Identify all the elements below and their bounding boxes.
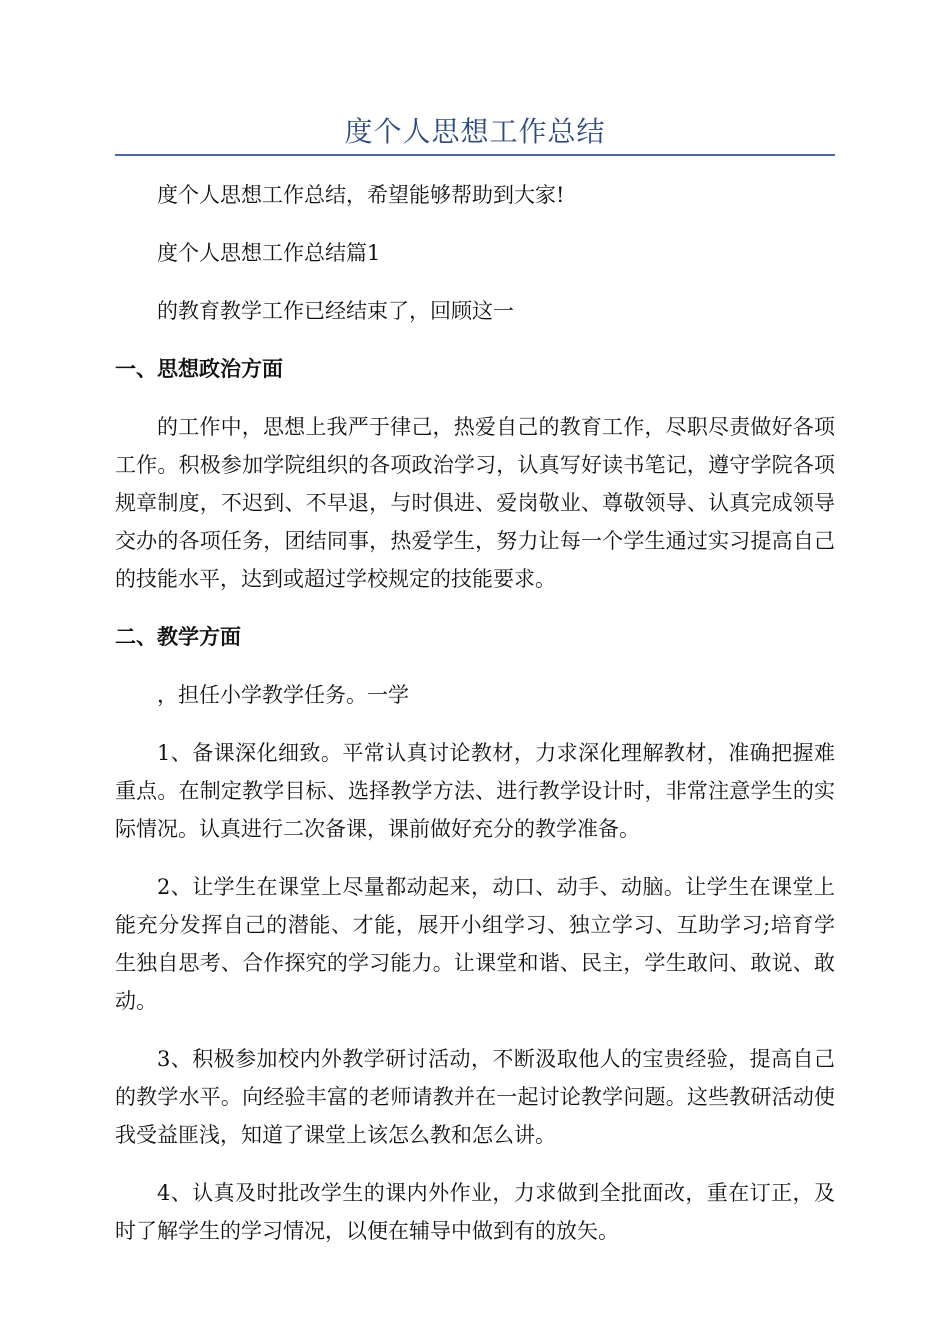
teaching-item-2: 2、让学生在课堂上尽量都动起来，动口、动手、动脑。让学生在课堂上能充分发挥自己的潜能、才能，展开小组学习、独立学习、互助学习;培育学生独自思考、合作探究的学习能力。让课堂和谐、民主，学生敢问、敢说、敢动。 (115, 875, 835, 1013)
title-underline (115, 154, 835, 156)
political-paragraph: 的工作中，思想上我严于律己，热爱自己的教育工作，尽职尽责做好各项工作。积极参加学院组织的各项政治学习，认真写好读书笔记，遵守学院各项规章制度，不迟到、不早退，与时俱进、爱岗敬业、尊敬领导、认真完成领导交办的各项任务，团结同事，热爱学生，努力让每一个学生通过实习提高自己的技能水平，达到或超过学校规定的技能要求。 (115, 415, 835, 591)
teaching-item-3: 3、积极参加校内外教学研讨活动，不断汲取他人的宝贵经验，提高自己的教学水平。向经验丰富的老师请教并在一起讨论教学问题。这些教研活动使我受益匪浅，知道了课堂上该怎么教和怎么讲。 (115, 1047, 835, 1147)
opening-paragraph: 的教育教学工作已经结束了，回顾这一 (157, 299, 514, 323)
heading-teaching: 二、教学方面 (115, 624, 241, 649)
heading-political: 一、思想政治方面 (115, 356, 283, 381)
intro-paragraph: 度个人思想工作总结，希望能够帮助到大家! (157, 183, 565, 207)
document-body (115, 176, 835, 1270)
teaching-item-4: 4、认真及时批改学生的课内外作业，力求做到全批面改，重在订正，及时了解学生的学习情况，以便在辅导中做到有的放矢。 (115, 1181, 835, 1243)
teaching-item-1: 1、备课深化细致。平常认真讨论教材，力求深化理解教材，准确把握难重点。在制定教学目标、选择教学方法、进行教学设计时，非常注意学生的实际情况。认真进行二次备课，课前做好充分的教学准备。 (115, 741, 835, 841)
document-title: 度个人思想工作总结 (344, 115, 606, 148)
teaching-intro-paragraph: ，担任小学教学任务。一学 (157, 683, 409, 707)
section-label: 度个人思想工作总结篇1 (157, 241, 381, 265)
